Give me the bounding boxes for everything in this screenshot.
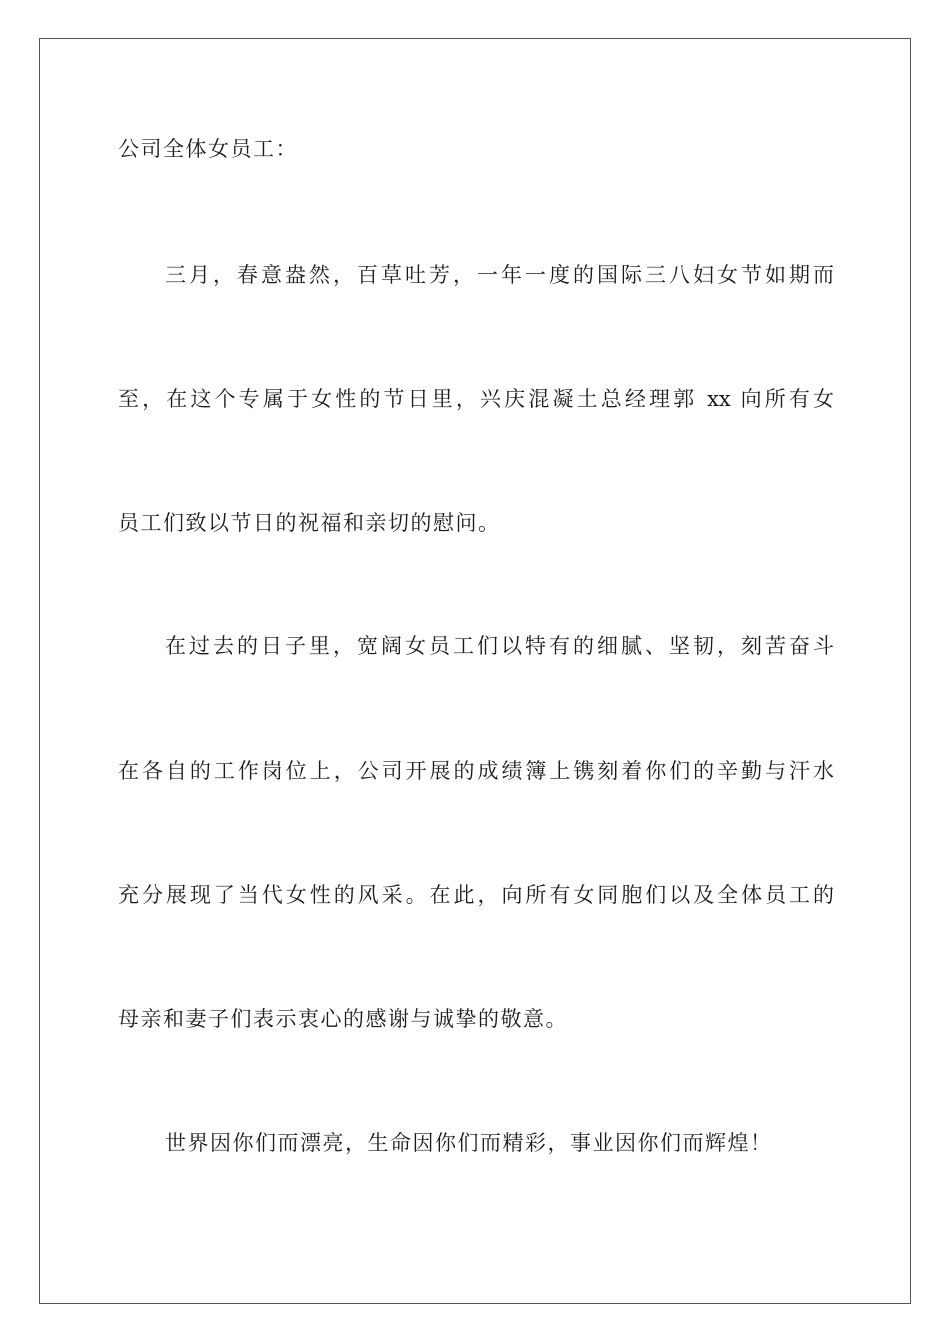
paragraph-3-line-1: 世界因你们而漂亮，生命因你们而精彩，事业因你们而辉煌！ bbox=[165, 1131, 773, 1155]
paragraph-2-line-1: 在过去的日子里，宽阔女员工们以特有的细腻、坚韧，刻苦奋斗 bbox=[165, 634, 834, 658]
paragraph-1-line-2: 至，在这个专属于女性的节日里，兴庆混凝土总经理郭 xx 向所有女 bbox=[118, 387, 834, 411]
paragraph-2-line-4: 母亲和妻子们表示衷心的感谢与诚挚的敬意。 bbox=[118, 1007, 568, 1031]
page-border bbox=[39, 38, 911, 1304]
paragraph-1-line-1: 三月，春意盎然，百草吐芳，一年一度的国际三八妇女节如期而 bbox=[165, 263, 834, 287]
salutation: 公司全体女员工： bbox=[118, 137, 298, 161]
paragraph-2-line-3: 充分展现了当代女性的风采。在此，向所有女同胞们以及全体员工的 bbox=[118, 883, 834, 907]
paragraph-2-line-2: 在各自的工作岗位上，公司开展的成绩簿上镌刻着你们的辛勤与汗水 bbox=[118, 759, 834, 783]
paragraph-1-line-3: 员工们致以节日的祝福和亲切的慰问。 bbox=[118, 511, 501, 535]
